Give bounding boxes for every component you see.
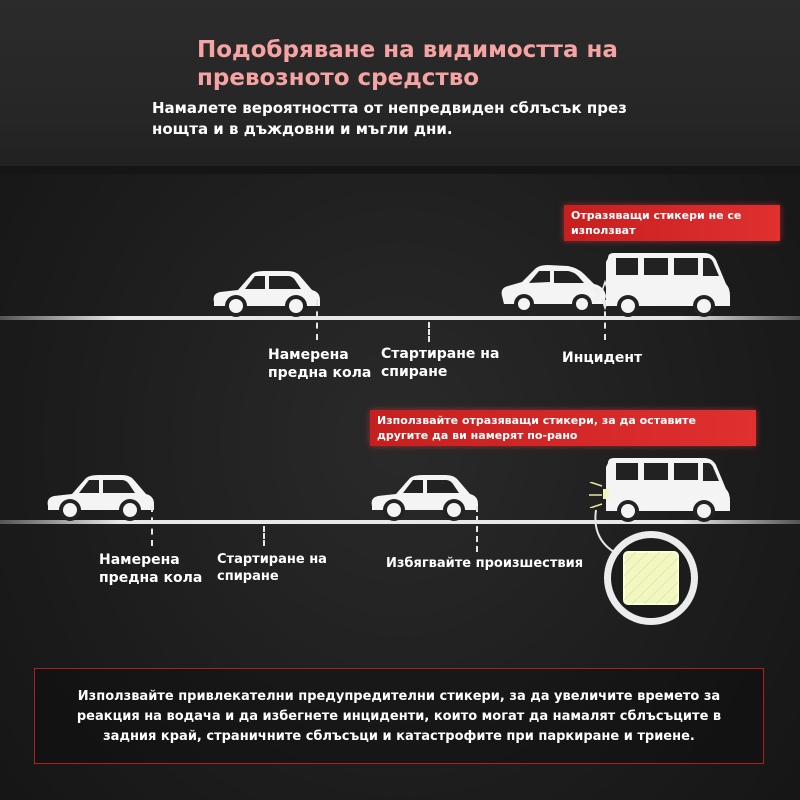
info-note [34,668,764,764]
marker-found-front [151,506,153,546]
label-brake-top [381,345,499,381]
label-line: предна кола [268,365,372,381]
subtitle-line-1: Намалете вероятността от непредвиден сблъсък през [152,99,627,117]
glow-lines-icon [588,482,604,508]
note-line-2: реакция на водача и да избегнете инциденти, които могат да намалят сблъсъците в [76,709,722,724]
callout-no-stickers [564,205,780,241]
marker-found-front [316,300,318,340]
label-line: Стартиране на [217,552,327,567]
label-avoid: Избягвайте произшествия [386,556,584,571]
callout-use-stickers [370,410,756,446]
label-found-front-bottom [99,551,202,587]
sedan-car-icon [208,268,322,320]
label-found-front-top [268,346,371,382]
callout-line-2: другите да ви намерят по-рано [377,429,578,442]
marker-brake [263,526,265,546]
label-brake-bottom [217,551,327,585]
label-line: Намерена [268,347,349,363]
note-text [49,687,749,747]
sedan-car-icon [42,472,156,524]
label-incident: Инцидент [562,350,643,366]
label-line: Намерена [99,552,180,568]
van-icon [600,250,732,320]
marker-brake [428,322,430,342]
title-line-2: превозното средство [197,65,480,91]
label-line: спиране [217,569,279,584]
callout-line-2: използват [571,224,636,237]
header-divider [0,166,800,174]
header [0,0,800,172]
note-line-3: задния край, страничните сблъсъци и катастрофите при паркиране и триене. [103,729,695,744]
label-line: спиране [381,364,448,380]
marker-avoid [476,506,478,552]
marker-incident [604,300,606,340]
title-line-1: Подобряване на видимостта на [197,37,618,63]
reflective-sticker-icon [588,508,698,632]
page-title [197,36,757,92]
callout-line-1: Използвайте отразяващи стикери, за да оставите [377,414,697,427]
label-line: предна кола [99,570,203,586]
note-line-1: Използвайте привлекателни предупредителни стикери, за да увеличите времето за [77,689,721,704]
label-line: Стартиране на [381,346,500,362]
subtitle-line-2: нощта и в дъждовни и мъгли дни. [152,120,453,138]
callout-line-1: Отразяващи стикери не се [571,209,742,222]
sedan-car-icon [366,472,480,524]
page-subtitle [152,98,672,140]
